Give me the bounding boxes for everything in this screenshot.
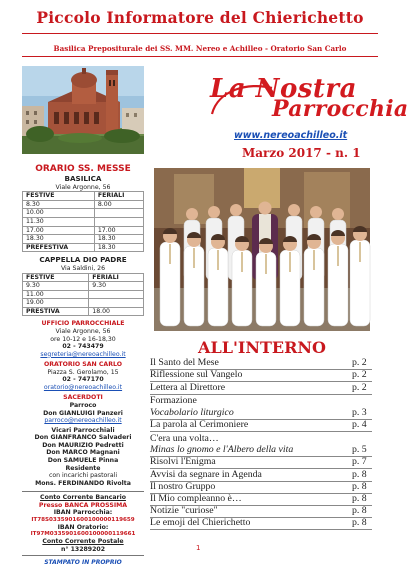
vicario-name: Don MAURIZIO Pedretti (42, 441, 124, 449)
parish-office-email[interactable]: segreteria@nereoachilleo.it (40, 350, 126, 358)
newsletter-subtitle: Basilica Prepositurale dei SS. MM. Nereo e Achilleo - Oratorio San Carlo (53, 44, 347, 53)
toc-item[interactable]: Formazione Vocabolario liturgico p. 3 (150, 395, 372, 420)
logo-line-2: Parrocchia (272, 96, 408, 122)
bank-info-box (22, 491, 144, 556)
toc-item[interactable]: Avvisi da segnare in Agenda p. 8 (150, 469, 372, 481)
cappella-address: Via Saldini, 26 (60, 265, 106, 273)
parroco-label: Parroco (69, 402, 97, 410)
parish-office-title: UFFICIO PARROCCHIALE (41, 320, 125, 328)
table-row: 17.00 17.00 (23, 226, 144, 235)
newsletter-title: Piccolo Informatore del Chierichetto (36, 8, 364, 27)
header-rule-top (22, 33, 378, 34)
oratorio-phone: 02 - 747170 (62, 376, 104, 384)
iban-parrocchia: IT78S0335901600100000119659 (31, 516, 135, 523)
basilica-address: Viale Argonne, 56 (55, 183, 111, 191)
iban-oratorio: IT97M0335901600100000119661 (30, 531, 136, 538)
table-of-contents (150, 358, 372, 530)
toc-item[interactable]: Le emoji del Chierichetto p. 8 (150, 518, 372, 530)
toc-item[interactable]: C'era una volta… Minas lo gnomo e l'Albero della vita p. 5 (150, 432, 372, 457)
postal-account-number: n° 13289202 (60, 545, 106, 553)
toc-item[interactable]: Lettera al Direttore p. 2 (150, 382, 372, 394)
basilica-photo (22, 66, 144, 154)
issue-date: Marzo 2017 - n. 1 (242, 146, 361, 160)
vicari-label: Vicari Parrocchiali (51, 426, 115, 434)
iban-parrocchia-label: IBAN Parrocchia: (53, 509, 113, 517)
table-row: 11.30 (23, 218, 144, 227)
table-row: FESTIVE FERIALI (23, 273, 144, 282)
vicario-name: Don GIANFRANCO Salvaderi (34, 434, 132, 442)
contents-title: ALL'INTERNO (198, 338, 326, 357)
la-nostra-parrocchia-logo (206, 74, 408, 122)
table-row: 10.00 (23, 209, 144, 218)
altar-servers-group-photo (154, 168, 370, 331)
mass-schedule-title: ORARIO SS. MESSE (35, 164, 131, 174)
postal-account-label: Conto Corrente Postale (42, 538, 124, 546)
table-row: 8.30 8.00 (23, 200, 144, 209)
website-link[interactable]: www.nereoachilleo.it (234, 130, 348, 141)
vicario-name: Don SAMUELE Pinna (47, 456, 119, 464)
printed-in-house-note: STAMPATO IN PROPRIO (44, 559, 122, 567)
toc-item[interactable]: Risolvi l'Enigma p. 7 (150, 457, 372, 469)
basilica-schedule-table (22, 191, 144, 252)
info-sidebar (22, 164, 144, 567)
page-number: 1 (196, 544, 201, 552)
table-row: PREFESTIVA 18.30 (23, 243, 144, 252)
basilica-name: BASILICA (64, 173, 102, 183)
toc-item[interactable]: Notizie "curiose" p. 8 (150, 506, 372, 518)
toc-item[interactable]: Il Mio compleanno è… p. 8 (150, 494, 372, 506)
toc-item[interactable]: Riflessione sul Vangelo p. 2 (150, 370, 372, 382)
table-row: 11.00 (23, 290, 144, 299)
oratorio-title: ORATORIO SAN CARLO (44, 361, 122, 369)
table-row: 19.00 (23, 299, 144, 308)
toc-item[interactable]: Il nostro Gruppo p. 8 (150, 482, 372, 494)
clergy-title: SACERDOTI (63, 394, 103, 402)
parish-office-address: Viale Argonne, 56 (55, 327, 111, 335)
logo-line-1: La Nostra (210, 74, 357, 104)
bank-name: Presso BANCA PROSSIMA (38, 501, 128, 509)
cappella-schedule-table (22, 273, 144, 317)
parroco-name: Don GIANLUIGI Panzeri (43, 409, 123, 417)
table-row: 9.30 9.30 (23, 282, 144, 291)
oratorio-email[interactable]: oratorio@nereoachilleo.it (43, 383, 123, 391)
parish-office-hours: ore 10-12 e 16-18,30 (50, 335, 116, 343)
parroco-email[interactable]: parroco@nereoachilleo.it (44, 417, 122, 425)
parish-office-phone: 02 - 743479 (62, 343, 104, 351)
table-row: 18.30 18.30 (23, 235, 144, 244)
header-rule-bottom (22, 56, 378, 57)
cappella-name: CAPPELLA DIO PADRE (39, 255, 127, 265)
residente-label: Residente (65, 464, 101, 472)
residente-subtitle: con incarichi pastorali (48, 472, 118, 480)
toc-item[interactable]: Il Santo del Mese p. 2 (150, 358, 372, 370)
vicario-name: Don MARCO Magnani (46, 449, 120, 457)
oratorio-address: Piazza S. Gerolamo, 15 (47, 368, 119, 376)
table-row: PRESTIVA 18.00 (23, 307, 144, 316)
toc-item[interactable]: La parola al Cerimoniere p. 4 (150, 420, 372, 432)
residente-name: Mons. FERDINANDO Rivolta (35, 479, 131, 487)
iban-oratorio-label: IBAN Oratorio: (57, 523, 109, 531)
table-row: FESTIVE FERIALI (23, 192, 144, 201)
bank-title: Conto Corrente Bancario (40, 494, 126, 502)
